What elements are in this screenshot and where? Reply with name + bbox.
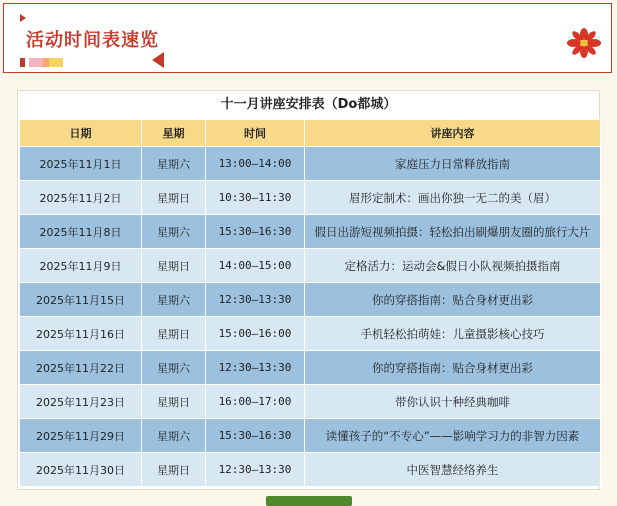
table-row — [20, 419, 601, 453]
cell-weekday: 星期日 — [142, 453, 206, 487]
cell-weekday: 星期六 — [142, 419, 206, 453]
cell-time: 14:00–15:00 — [206, 249, 305, 283]
bottom-button[interactable] — [266, 496, 352, 506]
cell-date: 2025年11月23日 — [20, 385, 142, 419]
cell-date: 2025年11月29日 — [20, 419, 142, 453]
cell-content: 家庭压力日常释放指南 — [305, 147, 601, 181]
arrow-left-icon — [152, 52, 164, 68]
cell-weekday: 星期日 — [142, 385, 206, 419]
cell-weekday: 星期六 — [142, 351, 206, 385]
table-row — [20, 249, 601, 283]
cell-weekday: 星期六 — [142, 215, 206, 249]
cell-time: 12:30–13:30 — [206, 351, 305, 385]
cell-date: 2025年11月22日 — [20, 351, 142, 385]
cell-content: 假日出游短视频拍摄：轻松拍出刷爆朋友圈的旅行大片 — [305, 215, 601, 249]
cell-content: 眉形定制术：画出你独一无二的美（眉） — [305, 181, 601, 215]
cell-time: 16:00–17:00 — [206, 385, 305, 419]
column-header-time: 时间 — [206, 120, 305, 147]
cell-weekday: 星期日 — [142, 317, 206, 351]
cell-date: 2025年11月2日 — [20, 181, 142, 215]
cell-date: 2025年11月16日 — [20, 317, 142, 351]
color-strip-segment — [49, 58, 63, 67]
table-row — [20, 215, 601, 249]
cell-weekday: 星期六 — [142, 283, 206, 317]
table-body — [20, 147, 601, 487]
cell-weekday: 星期日 — [142, 181, 206, 215]
cell-time: 10:30–11:30 — [206, 181, 305, 215]
cell-time: 15:30–16:30 — [206, 419, 305, 453]
cell-date: 2025年11月30日 — [20, 453, 142, 487]
page-title: 活动时间表速览 — [26, 30, 159, 51]
cell-date: 2025年11月1日 — [20, 147, 142, 181]
color-strip-segment — [29, 58, 43, 67]
cell-time: 12:30–13:30 — [206, 453, 305, 487]
table-row — [20, 283, 601, 317]
table-title: 十一月讲座安排表（Do都城） — [220, 97, 397, 112]
cell-content: 读懂孩子的“不专心”——影响学习力的非智力因素 — [305, 419, 601, 453]
table-row — [20, 351, 601, 385]
cell-time: 15:30–16:30 — [206, 215, 305, 249]
cell-content: 你的穿搭指南：贴合身材更出彩 — [305, 283, 601, 317]
cell-time: 15:00–16:00 — [206, 317, 305, 351]
schedule-table — [19, 119, 601, 487]
column-header-date: 日期 — [20, 120, 142, 147]
header-card — [3, 3, 612, 73]
cell-content: 中医智慧经络养生 — [305, 453, 601, 487]
table-row — [20, 181, 601, 215]
cell-content: 定格活力：运动会&假日小队视频拍摄指南 — [305, 249, 601, 283]
table-row — [20, 385, 601, 419]
schedule-table-card — [17, 90, 600, 490]
table-row — [20, 147, 601, 181]
cell-weekday: 星期日 — [142, 249, 206, 283]
cell-time: 13:00–14:00 — [206, 147, 305, 181]
red-flower-logo-icon — [567, 28, 601, 58]
cell-date: 2025年11月9日 — [20, 249, 142, 283]
cell-time: 12:30–13:30 — [206, 283, 305, 317]
cell-content: 你的穿搭指南：贴合身材更出彩 — [305, 351, 601, 385]
cell-weekday: 星期六 — [142, 147, 206, 181]
table-row — [20, 453, 601, 487]
cell-date: 2025年11月15日 — [20, 283, 142, 317]
table-row — [20, 317, 601, 351]
table-header-row — [20, 120, 601, 147]
cell-content: 手机轻松拍萌娃：儿童摄影核心技巧 — [305, 317, 601, 351]
column-header-content: 讲座内容 — [305, 120, 601, 147]
cell-date: 2025年11月8日 — [20, 215, 142, 249]
color-strip — [20, 58, 63, 67]
column-header-weekday: 星期 — [142, 120, 206, 147]
triangle-marker-icon — [20, 14, 26, 22]
cell-content: 带你认识十种经典咖啡 — [305, 385, 601, 419]
